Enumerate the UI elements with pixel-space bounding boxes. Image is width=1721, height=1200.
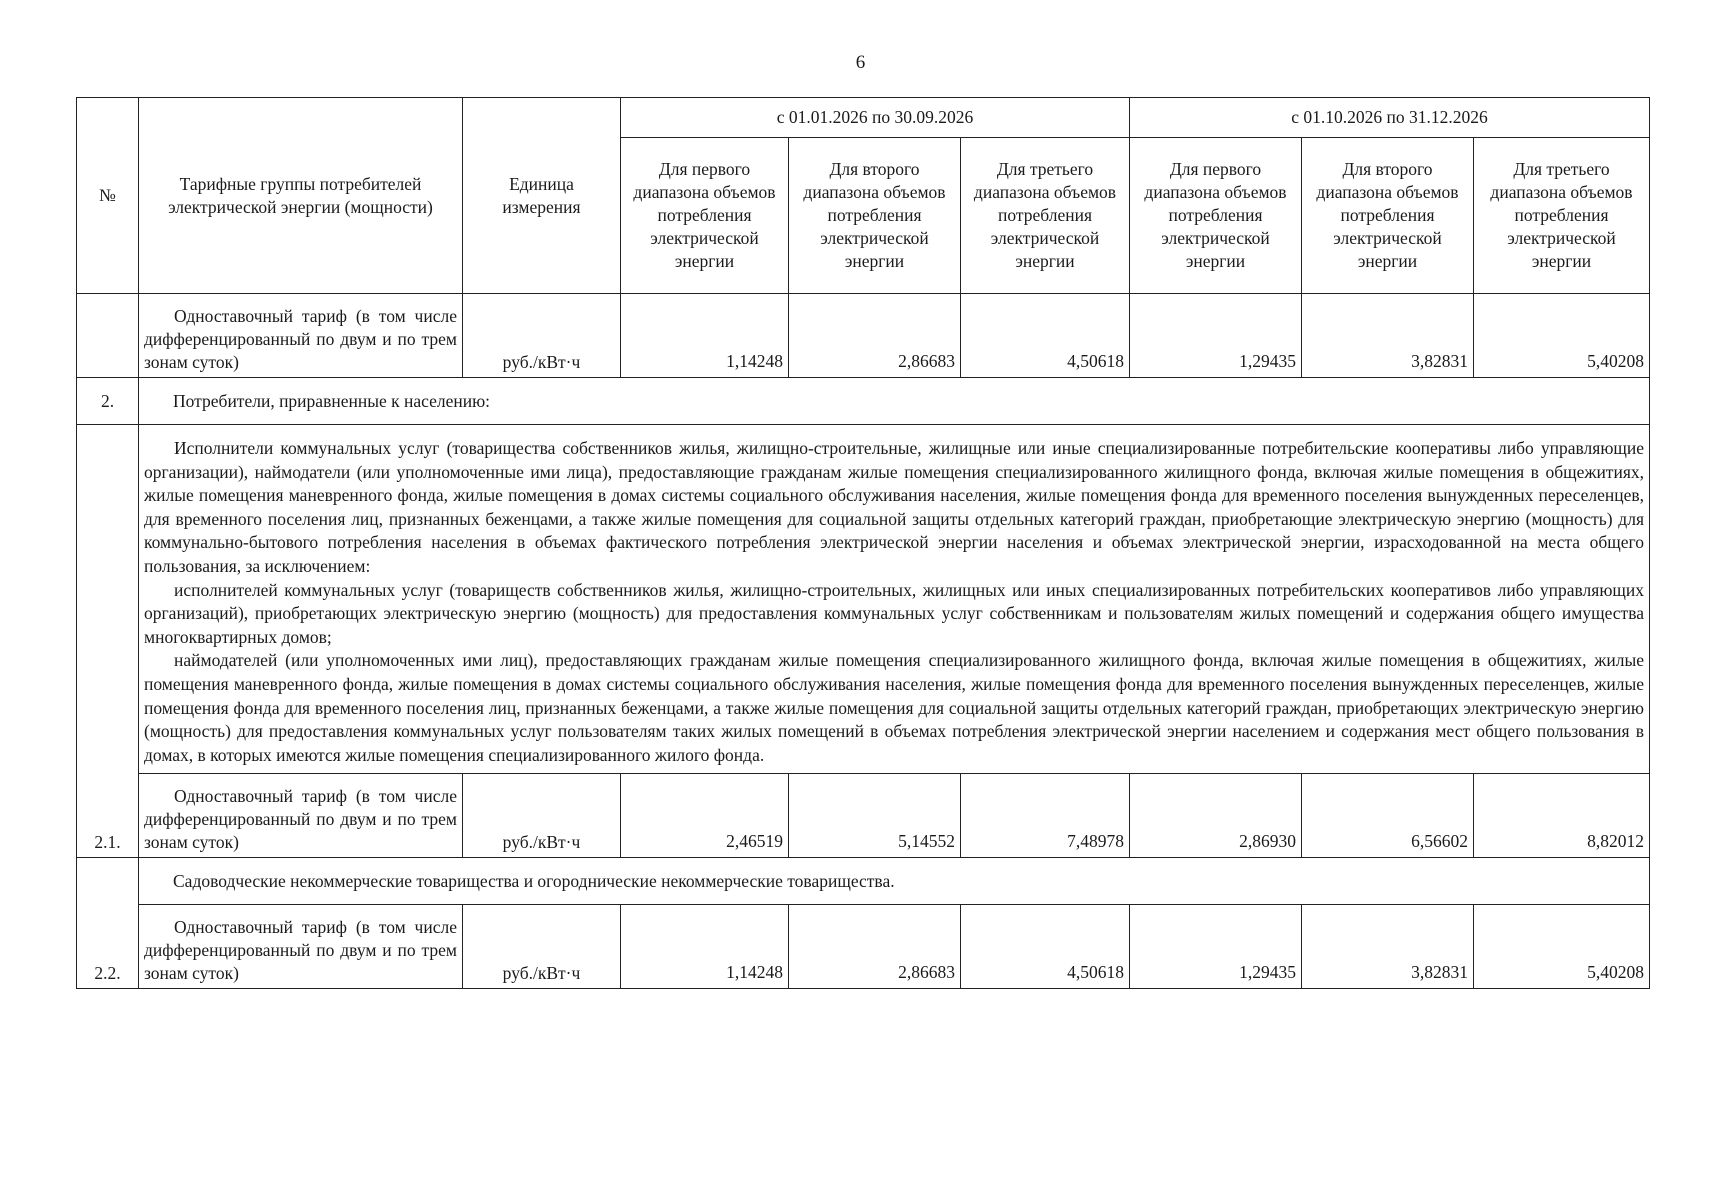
tariff-name: Одноставочный тариф (в том числе дифференцированный по двум и по трем зонам суток) xyxy=(139,905,463,989)
tariff-value: 3,82831 xyxy=(1302,294,1474,378)
tariff-value: 1,29435 xyxy=(1130,905,1302,989)
tariff-value: 5,14552 xyxy=(789,774,961,858)
section-title: Садоводческие некоммерческие товарищества и огороднические некоммерческие товарищества. xyxy=(139,858,1650,905)
section-description-row xyxy=(77,425,1650,774)
header-unit: Единица измерения xyxy=(463,98,621,294)
section-title: Потребители, приравненные к населению: xyxy=(139,378,1650,425)
section-description xyxy=(139,425,1650,774)
tariff-name: Одноставочный тариф (в том числе дифференцированный по двум и по трем зонам суток) xyxy=(139,294,463,378)
tariff-value: 4,50618 xyxy=(961,294,1130,378)
description-paragraph: исполнителей коммунальных услуг (товариществ собственников жилья, жилищно-строительных, жилищных или иных специализированных потребительских кооперативов либо управляющих организаций), приобретающих электрическую энергию (мощность) для предоставления коммунальных услуг собственникам и пользователям жилых помещений и содержания общего имущества многоквартирных домов; xyxy=(144,579,1644,647)
tariff-value: 1,29435 xyxy=(1130,294,1302,378)
tariff-value: 3,82831 xyxy=(1302,905,1474,989)
tariff-unit: руб./кВт·ч xyxy=(463,905,621,989)
section-row xyxy=(77,858,1650,905)
table-row xyxy=(77,905,1650,989)
table-row xyxy=(77,774,1650,858)
header-range-1-p1: Для первого диапазона объемов потребления электрической энергии xyxy=(621,138,789,294)
tariff-unit: руб./кВт·ч xyxy=(463,774,621,858)
tariff-value: 1,14248 xyxy=(621,905,789,989)
tariff-value: 6,56602 xyxy=(1302,774,1474,858)
table-row xyxy=(77,294,1650,378)
header-range-2-p1: Для второго диапазона объемов потребления электрической энергии xyxy=(789,138,961,294)
row-no xyxy=(77,294,139,378)
section-no: 2.2. xyxy=(77,858,139,989)
header-range-2-p2: Для второго диапазона объемов потребления электрической энергии xyxy=(1302,138,1474,294)
tariff-value: 8,82012 xyxy=(1474,774,1650,858)
tariff-table xyxy=(76,97,1650,989)
header-range-1-p2: Для первого диапазона объемов потребления электрической энергии xyxy=(1130,138,1302,294)
tariff-value: 5,40208 xyxy=(1474,294,1650,378)
tariff-value: 2,86683 xyxy=(789,294,961,378)
header-no: № xyxy=(77,98,139,294)
header-consumer-group: Тарифные группы потребителей электрической энергии (мощности) xyxy=(139,98,463,294)
header-range-3-p1: Для третьего диапазона объемов потребления электрической энергии xyxy=(961,138,1130,294)
tariff-value: 1,14248 xyxy=(621,294,789,378)
header-period-1: с 01.01.2026 по 30.09.2026 xyxy=(621,98,1130,138)
section-no: 2. xyxy=(77,378,139,425)
tariff-name: Одноставочный тариф (в том числе дифференцированный по двум и по трем зонам суток) xyxy=(139,774,463,858)
description-paragraph: Исполнители коммунальных услуг (товарищества собственников жилья, жилищно-строительные, жилищные или иные специализированные потребительские кооперативы либо управляющие организации), наймодатели (или уполномоченные ими лица), предоставляющие гражданам жилые помещения специализированного жилищного фонда, включая жилые помещения в общежитиях, жилые помещения маневренного фонда, жилые помещения в домах системы социального обслуживания населения, жилые помещения фонда для временного поселения вынужденных переселенцев, для временного поселения лиц, признанных беженцами, а также жилые помещения для социальной защиты отдельных категорий граждан, приобретающие электрическую энергию (мощность) для коммунально-бытового потребления населения в объемах фактического потребления электрической энергии населения и объемах электрической энергии, израсходованной на места общего пользования, за исключением: xyxy=(144,438,1644,576)
header-period-2: с 01.10.2026 по 31.12.2026 xyxy=(1130,98,1650,138)
tariff-value: 2,86930 xyxy=(1130,774,1302,858)
tariff-value: 7,48978 xyxy=(961,774,1130,858)
section-no: 2.1. xyxy=(77,425,139,858)
description-paragraph: наймодателей (или уполномоченных ими лиц), предоставляющих гражданам жилые помещения специализированного жилищного фонда, включая жилые помещения в общежитиях, жилые помещения маневренного фонда, жилые помещения в домах системы социального обслуживания населения, жилые помещения фонда для временного поселения вынужденных переселенцев, жилые помещения фонда для временного поселения лиц, признанных беженцами, а также жилые помещения для социальной защиты отдельных категорий граждан, приобретающих электрическую энергию (мощность) для предоставления коммунальных услуг пользователям таких жилых помещений в объемах потребления электрической энергии населением и содержания мест общего пользования в домах, в которых имеются жилые помещения специализированного жилого фонда. xyxy=(144,650,1644,765)
tariff-value: 5,40208 xyxy=(1474,905,1650,989)
tariff-value: 4,50618 xyxy=(961,905,1130,989)
tariff-value: 2,46519 xyxy=(621,774,789,858)
tariff-value: 2,86683 xyxy=(789,905,961,989)
header-period-row xyxy=(77,98,1650,138)
header-range-3-p2: Для третьего диапазона объемов потребления электрической энергии xyxy=(1474,138,1650,294)
section-row xyxy=(77,378,1650,425)
tariff-unit: руб./кВт·ч xyxy=(463,294,621,378)
page-number: 6 xyxy=(855,52,866,73)
